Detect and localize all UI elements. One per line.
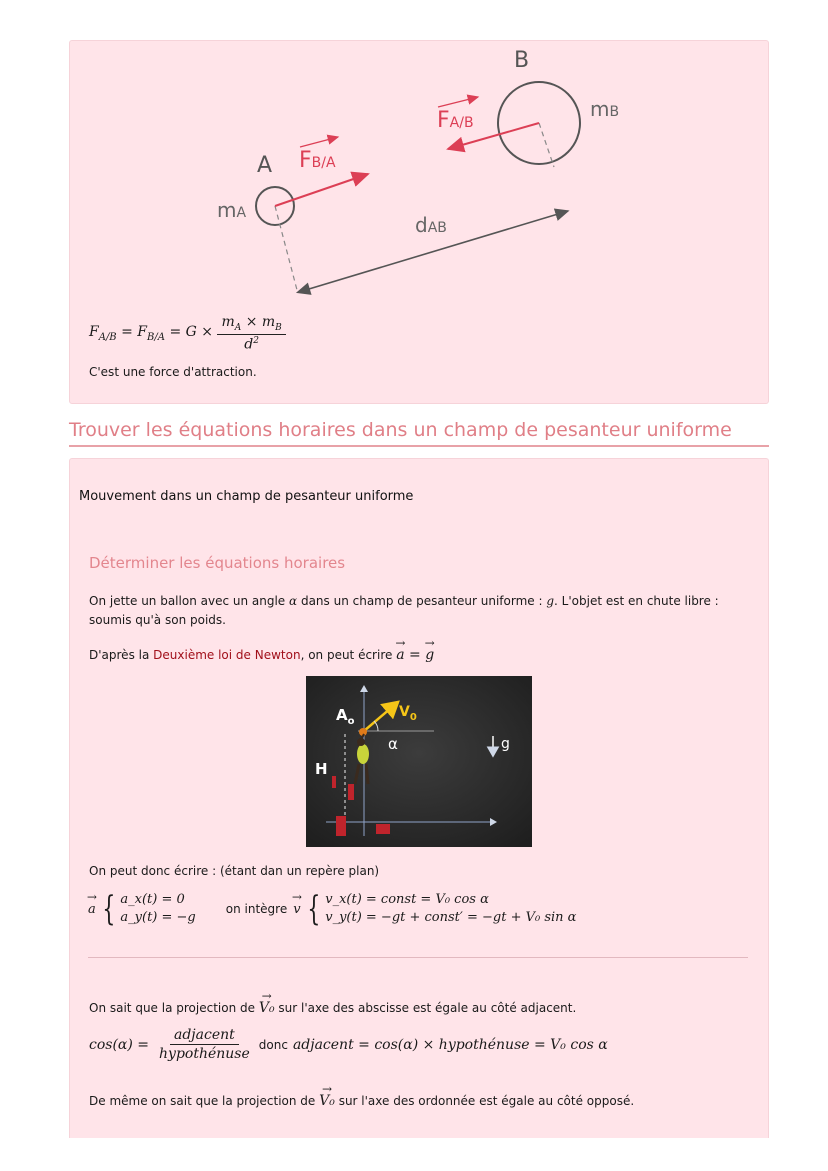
- sys-a-row2: a_y(t) = −g: [120, 910, 196, 925]
- integrate-text: on intègre: [225, 902, 288, 916]
- equations-system: → a { a_x(t) = 0 a_y(t) = −g on intègre → v { v_x(t) = const = V₀ cos α v_y(t) = −gt + const′ = −gt + V₀ sin α: [88, 891, 576, 927]
- para2-a: D'après la: [89, 648, 150, 662]
- para5-c: est égale au côté: [479, 1094, 583, 1108]
- cos-num: adjacent: [170, 1027, 239, 1045]
- para5-b: sur l'axe des: [338, 1094, 415, 1108]
- vector-a: → a: [396, 646, 404, 665]
- para1-a: On jette un ballon avec un angle: [89, 594, 286, 608]
- vector-v0-a: → V₀: [259, 999, 275, 1018]
- para2-eq: =: [409, 647, 421, 663]
- para1-g: g: [546, 594, 555, 608]
- vector-g: → g: [425, 646, 434, 665]
- newton-law-link[interactable]: Deuxième loi de Newton: [153, 648, 301, 662]
- para5-bold-ordonnee: ordonnée: [418, 1094, 476, 1108]
- label-force-ab: FA/B: [437, 108, 474, 133]
- cos-rhs: adjacent = cos(α) × hypothénuse = V₀ cos α: [292, 1036, 608, 1053]
- para2-b: , on peut écrire: [300, 648, 393, 662]
- label-a: A: [257, 153, 273, 178]
- label-b: B: [514, 48, 530, 73]
- label-mass-b: mB: [590, 97, 620, 121]
- para1-c: . L'objet est en chute libre : soumis qu'à son poids.: [89, 594, 719, 627]
- photo-label-a0: $A_o$: [336, 706, 355, 727]
- sys-v-row1: v_x(t) = const = V₀ cos α: [325, 892, 489, 907]
- paragraph-plane: On peut donc écrire : (étant dan un repère plan): [89, 864, 380, 878]
- cosine-formula: [89, 1027, 608, 1062]
- cos-mid: donc: [258, 1037, 288, 1052]
- label-force-ba: FB/A: [299, 148, 336, 173]
- para4-c: est égale au côté: [412, 1001, 517, 1015]
- para1-b: dans un champ de pesanteur uniforme :: [300, 594, 543, 608]
- chalkboard-drawing: [306, 676, 532, 847]
- para4-bold-abscisse: abscisse: [358, 1001, 410, 1015]
- force-ba-arrow: [275, 174, 368, 206]
- para4-bold-adjacent: adjacent: [520, 1001, 573, 1015]
- gravitation-formula: $F_{A/B} = F_{B/A} = G$ × $\frac{m_A \times m_B}{d^2}$: [89, 314, 286, 352]
- vector-v0-b: → V₀: [319, 1092, 335, 1111]
- para1-alpha: α: [289, 594, 298, 608]
- separator: [88, 957, 748, 958]
- chalkboard-image: [306, 676, 532, 847]
- para4-b: sur l'axe des: [278, 1001, 355, 1015]
- photo-label-h: H: [315, 760, 328, 778]
- para4-a: On sait que la projection de: [89, 1001, 255, 1015]
- card-subtitle: Déterminer les équations horaires: [89, 554, 346, 572]
- sys-v-row2: v_y(t) = −gt + const′ = −gt + V₀ sin α: [325, 910, 577, 925]
- photo-label-alpha: α: [388, 735, 398, 753]
- cos-lhs: cos(α) =: [89, 1036, 150, 1053]
- system-vector-v: → v: [293, 902, 300, 917]
- paragraph-newton: [89, 646, 434, 665]
- para5-a: De même on sait que la projection de: [89, 1094, 316, 1108]
- para5-d: .: [630, 1094, 635, 1108]
- para4-d: .: [572, 1001, 577, 1015]
- system-vector-a: → a: [88, 902, 96, 917]
- paragraph-ordinate: [89, 1092, 634, 1111]
- photo-label-v0: $V_0$: [399, 704, 417, 723]
- card-title: Mouvement dans un champ de pesanteur uniforme: [79, 489, 414, 504]
- paragraph-ball: [89, 592, 754, 630]
- label-mass-a: mA: [217, 198, 247, 222]
- paragraph-abscissa: [89, 999, 576, 1018]
- section-title: Trouver les équations horaires dans un champ de pesanteur uniforme: [69, 419, 769, 447]
- photo-label-g: g: [501, 736, 510, 752]
- para5-bold-oppose: opposé: [586, 1094, 631, 1108]
- label-distance: dAB: [415, 213, 447, 237]
- cos-den: hypothénuse: [159, 1046, 250, 1062]
- sys-a-row1: a_x(t) = 0: [120, 892, 185, 907]
- attraction-text: C'est une force d'attraction.: [89, 365, 257, 379]
